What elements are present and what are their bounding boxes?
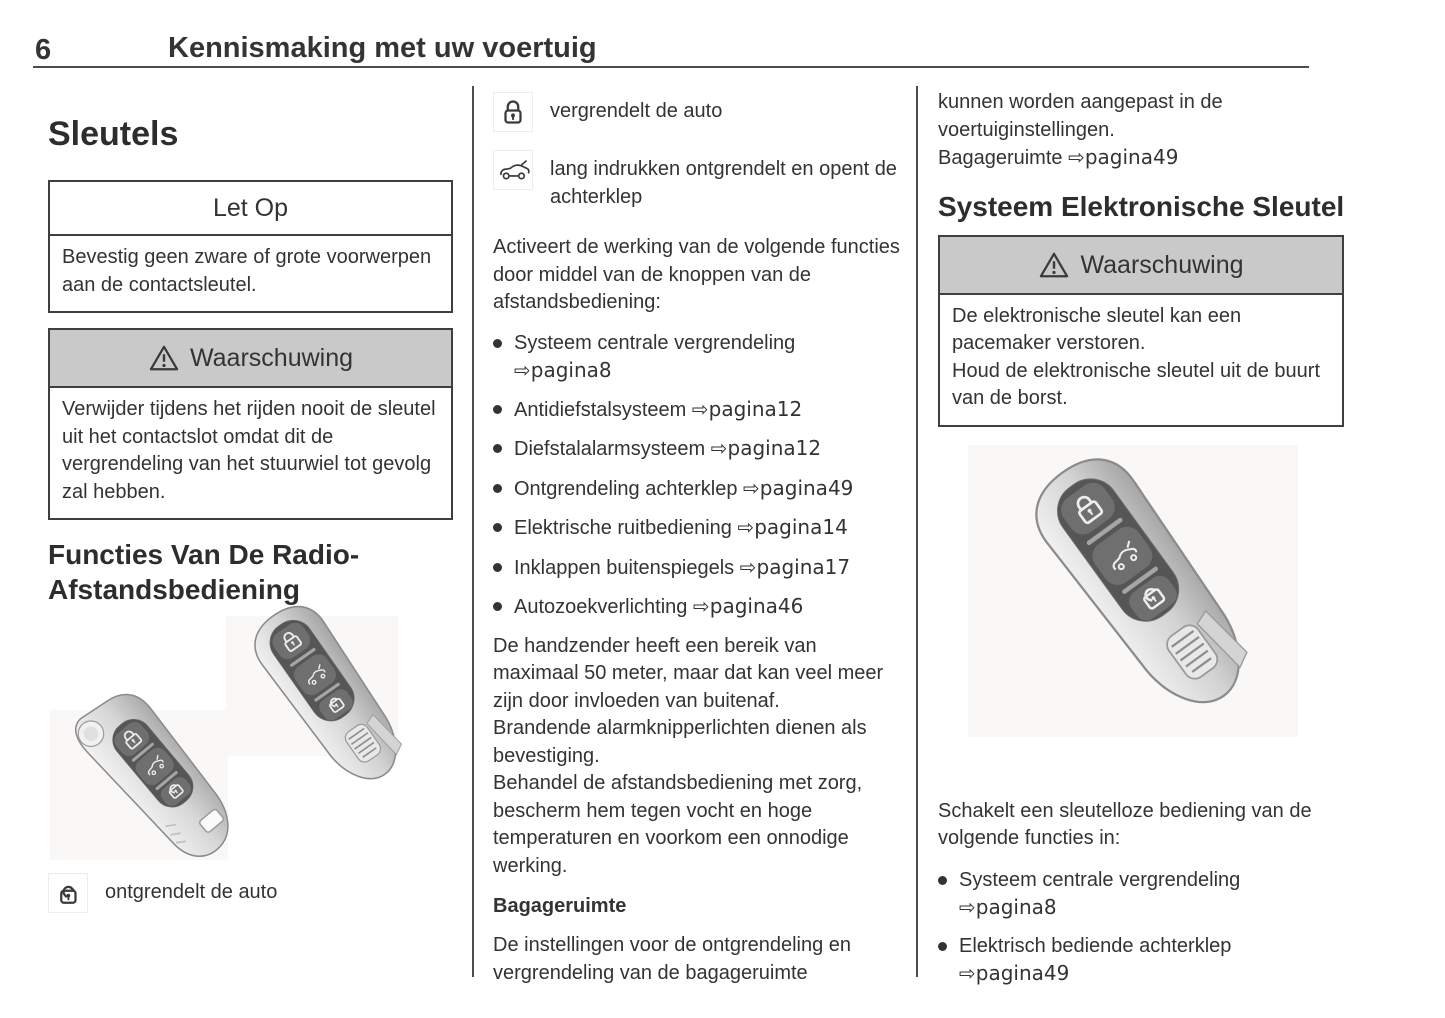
warning-triangle-icon [148,344,180,372]
page-reference: ⇨pagina12 [710,436,822,460]
header-rule [33,66,1309,68]
warning-box-body [940,295,1342,425]
list-item-text: Diefstalalarmsysteem [514,438,706,460]
list-item [493,396,906,425]
bullet-icon [493,330,514,385]
list-item-text: Antidiefstalsysteem [514,398,687,421]
paragraph: kunnen worden aangepast in de voertuiginstellingen. [938,91,1223,141]
unlock-legend-row [48,873,453,913]
list-item-text: Systeem centrale vergrendeling [959,868,1241,891]
page-reference: ⇨pagina8 [959,895,1057,919]
reference-text: Bagageruimte [938,147,1063,169]
caution-box-title: Let Op [50,182,451,236]
caution-box-body: Bevestig geen zware of grote voorwerpen aan de contactsleutel. [62,246,432,296]
page-reference: ⇨pagina49 [1068,145,1179,169]
list-item-text: Ontgrendeling achterklep [514,477,738,500]
column-divider [916,86,918,977]
page-reference: ⇨pagina49 [743,475,854,500]
warning-box [48,328,453,520]
paragraph: De handzender heeft een bereik van maximaal 50 meter, maar dat kan veel meer zijn door invloeden van buitenaf. [493,634,884,712]
list-item [493,593,906,622]
lock-closed-icon [493,92,533,132]
list-item [493,514,906,543]
bullet-icon [493,435,514,464]
chapter-title: Kennismaking met uw voertuig [168,32,597,64]
middle-column [493,86,906,987]
tailgate-legend-row [493,150,906,211]
lock-open-icon [48,873,88,913]
bullet-icon [493,514,514,543]
page-reference: ⇨pagina49 [959,961,1070,985]
bullet-icon [493,593,514,622]
bullet-icon [938,867,959,922]
remote-range-paragraph [493,633,906,881]
car-tailgate-icon [493,150,533,190]
section-heading-sleutels: Sleutels [48,115,179,153]
warning-triangle-icon [1038,251,1070,279]
paragraph: Behandel de afstandsbediening met zorg, bescherm hem tegen vocht en hoge temperaturen en voorkom een onnodige werking. [493,772,863,877]
bagageruimte-paragraph: De instellingen voor de ontgrendeling en vergrendeling van de bagageruimte [493,934,852,984]
remote-functions-list [493,330,906,622]
page-reference-line [938,144,1344,173]
lock-legend-row [493,92,906,132]
paragraph: Brandende alarmknipperlichten dienen als bevestiging. [493,717,867,767]
page-reference: ⇨pagina17 [739,554,851,579]
warning-box-header [940,237,1342,295]
warning-line: Houd de elektronische sleutel uit de buurt van de borst. [952,359,1321,409]
continued-paragraph [938,89,1344,173]
right-column [938,86,1344,999]
warning-box-title: Waarschuwing [189,344,354,372]
subheading-bagageruimte: Bagageruimte [493,895,627,917]
tailgate-label: lang indrukken ontgrendelt en opent de achterklep [550,158,897,208]
page-number: 6 [35,34,52,66]
warning-box-title: Waarschuwing [1080,250,1244,279]
list-item [493,475,906,504]
warning-box-header [50,330,451,388]
unlock-label: ontgrendelt de auto [105,881,278,903]
bullet-icon [493,554,514,583]
section-heading-electronic-key: Systeem Elektronische Sleutel [938,190,1345,222]
list-item-text: Autozoekverlichting [514,596,688,618]
list-item [938,867,1344,922]
warning-line: De elektronische sleutel kan een pacemaker verstoren. [952,304,1242,354]
list-item-text: Elektrisch bediende achterklep [959,934,1232,957]
column-divider [472,86,474,977]
list-item-text: Systeem centrale vergrendeling [514,331,796,354]
keyless-functions-intro: Schakelt een sleutelloze bediening van de volgende functies in: [938,799,1312,849]
page-reference: ⇨pagina12 [691,396,803,421]
page-reference: ⇨pagina14 [737,515,848,539]
electronic-key-image [938,441,1344,741]
list-item [938,933,1344,988]
page-reference: ⇨pagina46 [693,594,804,618]
bullet-icon [493,396,514,425]
bullet-icon [493,475,514,504]
remote-functions-intro: Activeert de werking van de volgende functies door middel van de knoppen van de afstandsbediening: [493,236,900,313]
list-item-text: Inklappen buitenspiegels [514,556,735,579]
lock-label: vergrendelt de auto [550,100,723,122]
caution-box [48,180,453,313]
list-item [493,435,906,464]
left-column [48,86,453,913]
warning-box [938,235,1344,427]
keyless-functions-list [938,867,1344,988]
section-heading-radio-remote: Functies Van De Radio-Afstandsbediening [48,539,360,605]
bullet-icon [938,933,959,988]
key-fobs-image [48,614,453,864]
warning-box-body: Verwijder tijdens het rijden nooit de sleutel uit het contactslot omdat dit de vergrendeling van het stuurwiel tot gevolg zal hebben. [62,398,436,503]
page-reference: ⇨pagina8 [514,358,612,382]
list-item [493,330,906,385]
list-item [493,554,906,583]
list-item-text: Elektrische ruitbediening [514,517,732,539]
